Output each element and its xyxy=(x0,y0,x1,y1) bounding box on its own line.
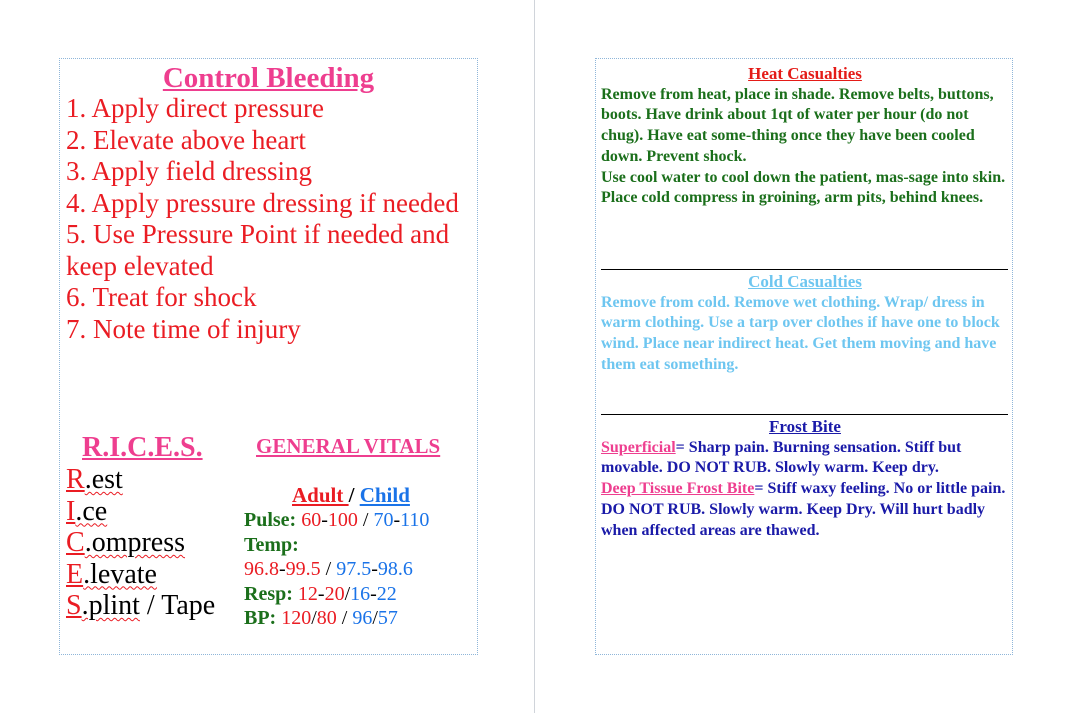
pulse-label: Pulse: xyxy=(244,509,297,531)
separator: / xyxy=(357,509,374,531)
temp-values-row xyxy=(244,557,429,582)
adult-label: Adult xyxy=(292,483,349,507)
list-item: 4. Apply pressure dressing if needed xyxy=(66,187,459,218)
dash: - xyxy=(371,558,378,580)
divider-line xyxy=(601,414,1008,415)
separator: / xyxy=(348,483,360,507)
adult-low: 12 xyxy=(297,582,318,605)
rices-word: .plint xyxy=(81,590,140,621)
child-high: 110 xyxy=(400,509,430,531)
list-item: 1. Apply direct pressure xyxy=(66,93,324,123)
rices-item-elevate xyxy=(66,559,215,591)
right-text-box[interactable] xyxy=(595,58,1013,655)
divider-line xyxy=(601,269,1008,270)
superficial-paragraph xyxy=(601,438,1009,480)
page-divider xyxy=(534,0,535,713)
adult-systolic: 120 xyxy=(281,607,312,629)
bp-label: BP: xyxy=(244,607,277,629)
dash: - xyxy=(279,558,286,580)
control-bleeding-steps xyxy=(66,93,466,345)
dash: - xyxy=(321,509,328,531)
rices-word: .est xyxy=(84,464,123,495)
cold-casualties-body: Remove from cold. Remove wet clothing. Wrap/ dress in warm clothing. Use a tarp over clothes if have one to block wind. Place near indirect heat. Get them moving and have them eat something. xyxy=(601,293,1000,373)
heat-paragraph-2: Use cool water to cool down the patient, mas-sage into skin. Place cold compress in groining, arm pits, behind knees. xyxy=(601,168,1006,207)
vitals-header xyxy=(292,483,410,508)
pulse-row xyxy=(244,508,429,533)
rices-list xyxy=(66,464,215,622)
resp-label: Resp: xyxy=(244,582,293,605)
child-low: 97.5 xyxy=(336,558,372,580)
rices-word: .levate xyxy=(83,558,157,590)
dash: - xyxy=(393,509,401,531)
heat-casualties-body xyxy=(601,85,1009,210)
child-low: 70 xyxy=(373,509,394,531)
deep-tissue-term: Deep Tissue Frost Bite xyxy=(601,480,755,498)
adult-high: 99.5 xyxy=(285,558,321,580)
frost-bite-title: Frost Bite xyxy=(769,417,841,436)
rices-item-rest xyxy=(66,464,215,496)
dash: - xyxy=(317,582,325,605)
adult-high: 20 xyxy=(324,582,345,605)
child-systolic: 96 xyxy=(352,607,373,629)
list-item: 5. Use Pressure Point if needed and keep elevated xyxy=(66,219,450,281)
frost-bite-section xyxy=(601,417,1009,541)
rices-title: R.I.C.E.S. xyxy=(82,432,203,463)
child-label: Child xyxy=(359,483,410,507)
deep-tissue-paragraph xyxy=(601,479,1009,541)
child-diastolic: 57 xyxy=(377,607,398,629)
rices-letter: S xyxy=(66,590,82,621)
list-item: 3. Apply field dressing xyxy=(66,156,312,186)
separator: / xyxy=(320,558,337,580)
temp-row xyxy=(244,533,429,558)
list-item: 7. Note time of injury xyxy=(66,313,301,344)
rices-letter: C xyxy=(66,527,85,558)
left-text-box[interactable] xyxy=(59,58,478,655)
rices-letter: R xyxy=(66,464,85,495)
rices-item-splint xyxy=(66,590,215,622)
general-vitals-title: GENERAL VITALS xyxy=(256,434,441,458)
superficial-text: = Sharp pain. Burning sensation. Stiff but movable. DO NOT RUB. Slowly warm. Keep dry. xyxy=(601,438,962,477)
list-item: 6. Treat for shock xyxy=(66,282,257,312)
heat-casualties-section xyxy=(601,64,1009,209)
rices-word: .ompress xyxy=(84,527,186,558)
adult-diastolic: 80 xyxy=(316,607,337,629)
resp-row xyxy=(244,582,429,607)
cold-casualties-title: Cold Casualties xyxy=(748,272,862,291)
separator: / xyxy=(344,582,351,605)
dash: - xyxy=(370,582,377,605)
child-high: 98.6 xyxy=(377,558,413,580)
separator: / xyxy=(336,607,353,629)
rices-suffix: / Tape xyxy=(139,590,216,621)
rices-letter: E xyxy=(66,558,84,590)
rices-item-ice xyxy=(66,496,215,528)
control-bleeding-title: Control Bleeding xyxy=(162,62,375,94)
slash: / xyxy=(311,607,317,629)
heat-casualties-title: Heat Casualties xyxy=(748,64,862,83)
list-item: 2. Elevate above heart xyxy=(66,124,306,155)
adult-low: 60 xyxy=(301,509,322,531)
superficial-term: Superficial xyxy=(601,438,676,456)
adult-low: 96.8 xyxy=(244,558,279,580)
bp-row xyxy=(244,606,429,631)
adult-high: 100 xyxy=(327,509,358,531)
deep-tissue-text: = Stiff waxy feeling. No or little pain. DO NOT RUB. Slowly warm. Keep Dry. Will hurt badly when affected areas are thawed. xyxy=(601,480,1006,539)
vitals-values xyxy=(244,508,429,631)
rices-item-compress xyxy=(66,527,215,559)
temp-label: Temp: xyxy=(244,533,299,556)
heat-paragraph-1: Remove from heat, place in shade. Remove belts, buttons, boots. Have drink about 1qt of water per hour (do not chug). Have eat some-thing once they have been cooled down. Prevent shock. xyxy=(601,85,994,165)
cold-casualties-section xyxy=(601,272,1009,376)
child-high: 22 xyxy=(376,582,397,605)
slash: / xyxy=(372,607,378,629)
frost-bite-body xyxy=(601,438,1009,542)
child-low: 16 xyxy=(350,582,371,605)
rices-word: .ce xyxy=(75,495,108,527)
rices-letter: I xyxy=(66,495,76,527)
